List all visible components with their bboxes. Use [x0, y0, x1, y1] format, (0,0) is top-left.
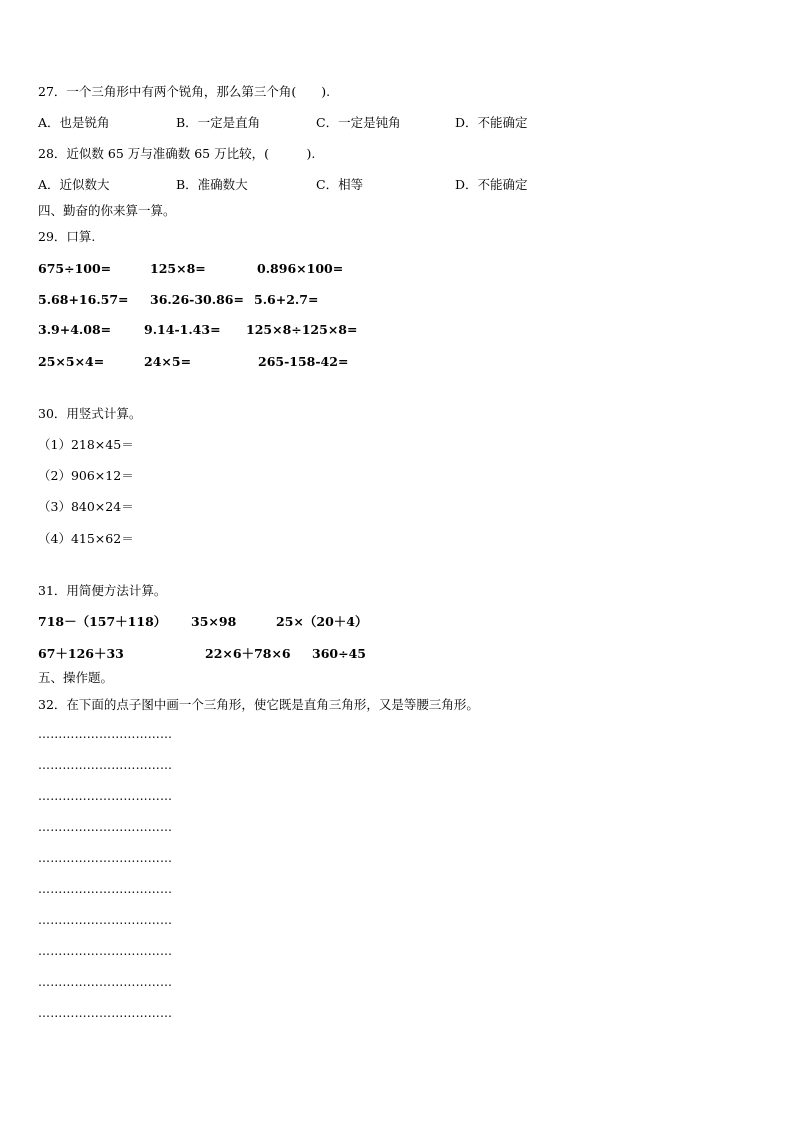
q29-expr: 0.896×100= [257, 261, 344, 276]
section-5-heading: 五、操作题。 [38, 670, 114, 685]
q31-expr: 718－（157＋118） [38, 614, 167, 629]
dot-row: …………………………… [38, 727, 173, 741]
q28-option-c: C．相等 [316, 177, 364, 192]
question-31-stem: 31．用简便方法计算。 [38, 583, 167, 598]
q29-expr: 265-158-42= [258, 354, 349, 369]
question-32-stem: 32．在下面的点子图中画一个三角形，使它既是直角三角形，又是等腰三角形。 [38, 697, 479, 712]
q31-expr: 67＋126＋33 [38, 646, 124, 661]
q30-item: （4）415×62＝ [38, 531, 134, 546]
q29-expr: 5.6+2.7= [254, 292, 319, 307]
q27-option-a: A．也是锐角 [38, 115, 110, 130]
q31-expr: 22×6＋78×6 [205, 646, 291, 661]
q27-option-d: D．不能确定 [455, 115, 528, 130]
dot-row: …………………………… [38, 851, 173, 865]
dot-row: …………………………… [38, 913, 173, 927]
q29-expr: 675÷100= [38, 261, 112, 276]
q29-expr: 36.26-30.86= [150, 292, 244, 307]
q28-option-b: B．准确数大 [176, 177, 248, 192]
q29-expr: 25×5×4= [38, 354, 105, 369]
q29-expr: 125×8= [150, 261, 206, 276]
q29-expr: 5.68+16.57= [38, 292, 129, 307]
q30-item: （3）840×24＝ [38, 499, 134, 514]
q30-item: （2）906×12＝ [38, 468, 134, 483]
question-29-stem: 29．口算. [38, 229, 96, 244]
q30-item: （1）218×45＝ [38, 437, 134, 452]
q27-option-b: B．一定是直角 [176, 115, 261, 130]
question-27-stem: 27．一个三角形中有两个锐角，那么第三个角( ). [38, 84, 331, 99]
dot-row: …………………………… [38, 975, 173, 989]
q27-option-c: C．一定是钝角 [316, 115, 401, 130]
q28-option-a: A．近似数大 [38, 177, 110, 192]
q29-expr: 24×5= [144, 354, 192, 369]
q31-expr: 25×（20＋4） [276, 614, 368, 629]
question-30-stem: 30．用竖式计算。 [38, 406, 142, 421]
dot-row: …………………………… [38, 882, 173, 896]
section-4-heading: 四、勤奋的你来算一算。 [38, 203, 176, 218]
dot-row: …………………………… [38, 944, 173, 958]
q29-expr: 3.9+4.08= [38, 322, 112, 337]
q29-expr: 125×8÷125×8= [246, 322, 358, 337]
q31-expr: 360÷45 [312, 646, 366, 661]
dot-row: …………………………… [38, 820, 173, 834]
q28-option-d: D．不能确定 [455, 177, 528, 192]
dot-row: …………………………… [38, 789, 173, 803]
q29-expr: 9.14-1.43= [144, 322, 221, 337]
dot-row: …………………………… [38, 1006, 173, 1020]
q31-expr: 35×98 [191, 614, 237, 629]
question-28-stem: 28．近似数 65 万与准确数 65 万比较，( ). [38, 146, 316, 161]
dot-row: …………………………… [38, 758, 173, 772]
